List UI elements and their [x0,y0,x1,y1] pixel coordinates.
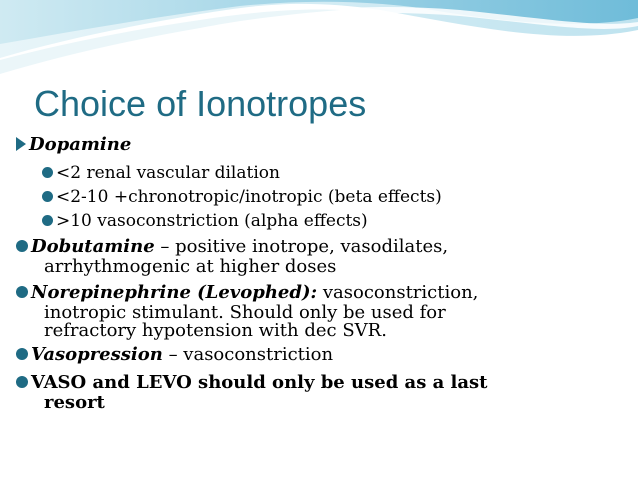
item-continuation: arrhythmogenic at higher doses [44,256,337,277]
item-continuation: resort [44,392,105,413]
item-text: <2 renal vascular dilation [56,163,280,183]
list-item-sub [42,188,442,206]
list-item-norepinephrine [16,284,478,302]
item-continuation: refractory hypotension with dec SVR. [44,320,387,341]
list-item-warning [16,374,488,392]
warning-text: VASO and LEVO should only be used as a last [31,372,488,393]
dot-bullet-icon [16,240,28,252]
dot-bullet-icon [16,348,28,360]
header-wave-decoration [0,0,638,80]
drug-name: Vasopression [31,344,163,365]
drug-name: Norepinephrine (Levophed): [31,282,318,303]
dot-bullet-icon [42,215,53,226]
item-text: <2-10 +chronotropic/inotropic (beta effects) [56,187,442,207]
slide-title: Choice of Ionotropes [34,83,367,124]
item-text: >10 vasoconstriction (alpha effects) [56,211,368,231]
dot-bullet-icon [42,167,53,178]
dot-bullet-icon [16,376,28,388]
list-item-dobutamine [16,238,448,256]
arrow-bullet-icon [16,137,26,151]
list-item-sub [42,212,368,230]
drug-name: Dobutamine [31,236,155,257]
list-item-vasopression [16,346,333,364]
item-text: vasoconstriction, [317,282,479,303]
item-text: – vasoconstriction [162,344,334,365]
dot-bullet-icon [16,286,28,298]
list-item-sub [42,164,280,182]
item-continuation: inotropic stimulant. Should only be used for [44,302,446,323]
dot-bullet-icon [42,191,53,202]
drug-name: Dopamine [29,134,132,155]
item-text: – positive inotrope, vasodilates, [154,236,449,257]
list-item-dopamine [16,136,131,154]
